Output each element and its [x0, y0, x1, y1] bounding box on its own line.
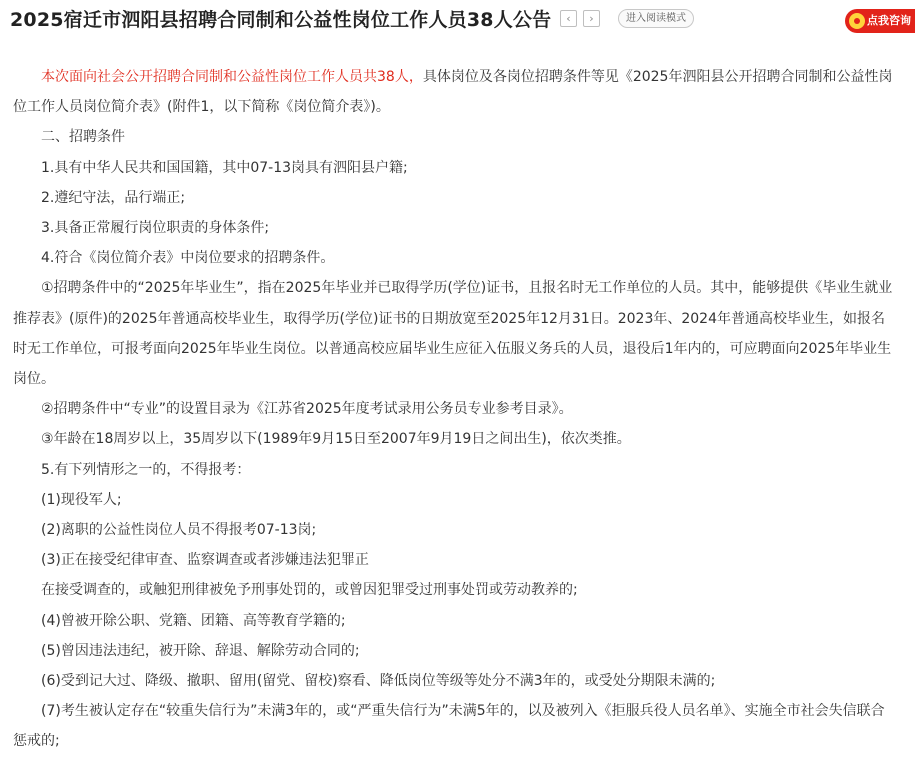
section-heading: 二、招聘条件: [41, 129, 125, 146]
consult-label: 点我咨询: [867, 14, 911, 27]
intro-text: 具体岗位及各岗位招聘条件等见《2025年泗阳县公开招聘合同制和公益性岗位工作人员岗位简介表》(附件1，以下简称《岗位简介表》)。: [13, 69, 893, 116]
consult-icon: [849, 13, 865, 29]
exclusion-item: (6)受到记大过、降级、撤职、留用(留党、留校)察看、降低岗位等级等处分不满3年的，或受处分期限未满的;: [41, 673, 716, 690]
intro-highlight: 本次面向社会公开招聘合同制和公益性岗位工作人员共38人，: [41, 69, 423, 85]
condition-item: 1.具有中华人民共和国国籍，其中07-13岗具有泗阳县户籍;: [41, 159, 408, 176]
exclusion-item: (4)曾被开除公职、党籍、团籍、高等教育学籍的;: [41, 612, 346, 629]
chevron-left-icon: ‹: [566, 12, 571, 25]
next-article-button[interactable]: [583, 10, 600, 27]
consult-button[interactable]: [845, 9, 915, 33]
article-header: [0, 0, 911, 46]
condition-note: ①招聘条件中的“2025年毕业生”，指在2025年毕业并已取得学历(学位)证书，且报名时无工作单位的人员。其中，能够提供《毕业生就业推荐表》(原件)的2025年普通高校毕业生，取得学历(学位)证书的日期放宽至2025年12月31日。2023年、2024年普通高校毕业生，如报名时无工作单位，可报考面向2025年毕业生岗位。以普通高校应届毕业生应征入伍服义务兵的人员，退役后1年内的，可应聘面向2025年毕业生岗位。: [13, 280, 893, 388]
intro-paragraph: [13, 62, 898, 122]
exclusion-item: (3)正在接受纪律审查、监察调查或者涉嫌违法犯罪正: [41, 552, 369, 569]
condition-item: 2.遵纪守法，品行端正;: [41, 189, 186, 206]
condition-note: ②招聘条件中“专业”的设置目录为《江苏省2025年度考试录用公务员专业参考目录》。: [41, 401, 573, 418]
exclusion-item: (5)曾因违法违纪，被开除、辞退、解除劳动合同的;: [41, 642, 360, 659]
exclusion-item: (2)离职的公益性岗位人员不得报考07-13岗;: [41, 522, 317, 539]
exclusion-item: 在接受调查的，或触犯刑律被免予刑事处罚的，或曾因犯罪受过刑事处罚或劳动教养的;: [41, 582, 578, 599]
chevron-right-icon: ›: [589, 12, 594, 25]
condition-item: 3.具备正常履行岗位职责的身体条件;: [41, 220, 270, 237]
previous-article-button[interactable]: [560, 10, 577, 27]
condition-item: 5.有下列情形之一的，不得报考：: [41, 461, 251, 478]
condition-item: 4.符合《岗位简介表》中岗位要求的招聘条件。: [41, 250, 335, 267]
exclusion-item: (7)考生被认定存在“较重失信行为”未满3年的，或“严重失信行为”未满5年的，以及被列入《拒服兵役人员名单》、实施全市社会失信联合惩戒的;: [13, 703, 885, 750]
article-body: [13, 62, 898, 757]
condition-note: ③年龄在18周岁以上，35周岁以下(1989年9月15日至2007年9月19日之间出生)，依次类推。: [41, 431, 631, 448]
reader-mode-button[interactable]: 进入阅读模式: [618, 9, 694, 28]
exclusion-item: (1)现役军人;: [41, 491, 122, 508]
page-title: 2025宿迁市泗阳县招聘合同制和公益性岗位工作人员38人公告: [10, 9, 552, 31]
